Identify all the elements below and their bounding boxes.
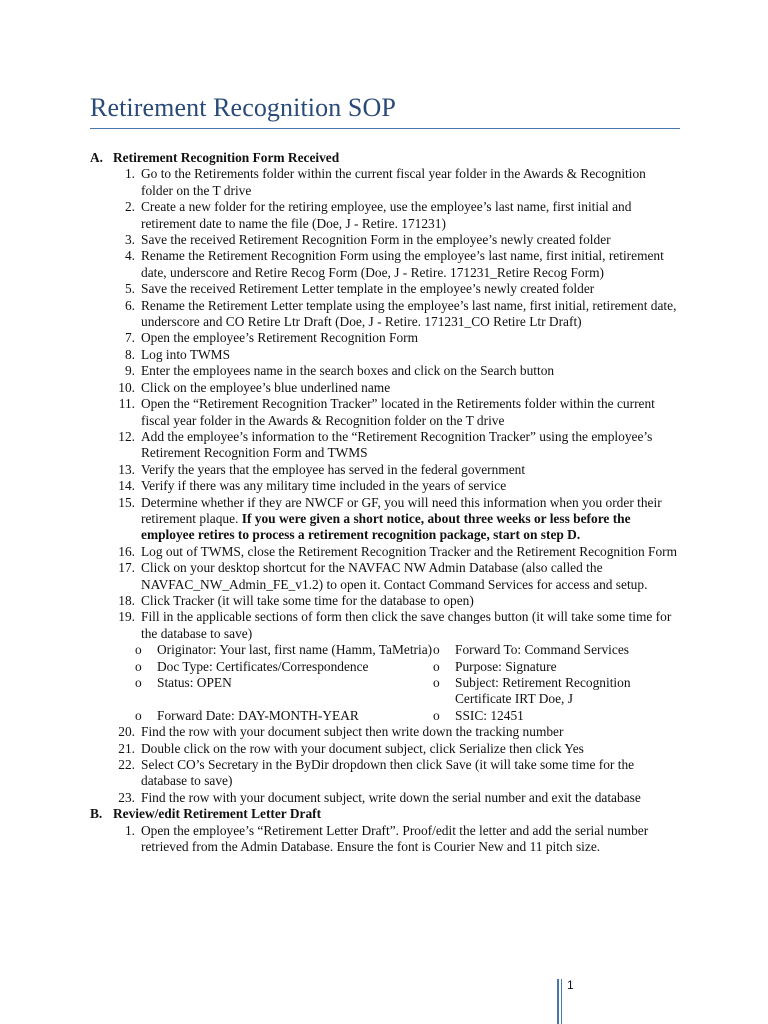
step-text: Double click on the row with your document subject, click Serialize then click Yes bbox=[141, 740, 584, 756]
step-text: Open the “Retirement Recognition Tracker” located in the Retirements folder within the current fiscal year folder in the Awards & Recognition folder on the T drive bbox=[141, 396, 655, 428]
form-field-text: SSIC: 12451 bbox=[455, 707, 524, 723]
list-item bbox=[90, 544, 680, 560]
list-item bbox=[90, 232, 680, 248]
bullet-icon: o bbox=[135, 658, 142, 674]
form-field-item bbox=[433, 708, 680, 724]
list-item bbox=[90, 281, 680, 297]
step-number: 15. bbox=[118, 494, 135, 510]
footer-rule bbox=[557, 979, 559, 1024]
step-text: Click on your desktop shortcut for the NAVFAC NW Admin Database (also called the NAVFAC_NW_Admin_FE_v1.2) to open it. Contact Command Services for access and setup. bbox=[141, 560, 648, 592]
bullet-icon: o bbox=[433, 707, 440, 723]
step-text: Verify the years that the employee has served in the federal government bbox=[141, 461, 526, 477]
step-text: Open the employee’s “Retirement Letter Draft”. Proof/edit the letter and add the serial number retrieved from the Admin Database. Ensure the font is Courier New and 11 pitch size. bbox=[141, 822, 649, 855]
step-text: Create a new folder for the retiring employee, use the employee’s last name, first initial and retirement date to name the file (Doe, J - Retire. 171231) bbox=[141, 199, 632, 231]
step-text: Add the employee’s information to the “Retirement Recognition Tracker” using the employee’s Retirement Recognition Form and TWMS bbox=[141, 428, 653, 461]
list-item bbox=[90, 330, 680, 346]
list-item bbox=[90, 199, 680, 232]
step-text: Log into TWMS bbox=[141, 346, 231, 362]
list-item bbox=[90, 396, 680, 429]
list-item bbox=[90, 248, 680, 281]
step-number: 17. bbox=[118, 560, 135, 576]
step-number: 20. bbox=[118, 724, 135, 740]
step-text: Enter the employees name in the search boxes and click on the Search button bbox=[141, 363, 555, 379]
list-item bbox=[90, 495, 680, 544]
step-number: 16. bbox=[118, 543, 135, 559]
step-text: Select CO’s Secretary in the ByDir dropdown then click Save (it will take some time for the database to save) bbox=[141, 757, 635, 789]
list-item bbox=[90, 166, 680, 199]
step-text: Save the received Retirement Letter template in the employee’s newly created folder bbox=[141, 281, 595, 297]
step-text: Log out of TWMS, close the Retirement Recognition Tracker and the Retirement Recognition Form bbox=[141, 543, 678, 559]
list-item bbox=[90, 609, 680, 642]
step15-note: If you were given a short notice, about three weeks or less before the employee retires to process a retirement recognition package, start on step D. bbox=[141, 510, 631, 543]
list-item bbox=[90, 478, 680, 494]
step-number: 1. bbox=[124, 822, 135, 838]
section-a-steps bbox=[90, 166, 680, 494]
step-text: Rename the Retirement Recognition Form using the employee’s last name, first initial, retirement date, underscore and Retire Recog Form (Doe, J - Retire. 171231_Retire Recog Form) bbox=[141, 248, 664, 280]
section-a-heading bbox=[90, 150, 680, 166]
document-body bbox=[90, 150, 680, 855]
list-item bbox=[90, 363, 680, 379]
step-number: 4. bbox=[124, 248, 135, 264]
step-number: 8. bbox=[124, 346, 135, 362]
list-item bbox=[90, 462, 680, 478]
step-number: 5. bbox=[124, 281, 135, 297]
form-field-text: Forward To: Command Services bbox=[455, 642, 629, 658]
bullet-icon: o bbox=[135, 675, 142, 690]
list-item bbox=[90, 741, 680, 757]
list-item bbox=[90, 347, 680, 363]
step-number: 3. bbox=[124, 232, 135, 248]
form-field-text: Subject: Retirement Recognition Certificate IRT Doe, J bbox=[455, 675, 631, 707]
step-number: 13. bbox=[118, 461, 135, 477]
step-number: 9. bbox=[124, 363, 135, 379]
form-field-text: Purpose: Signature bbox=[455, 658, 557, 674]
step-text: Verify if there was any military time included in the years of service bbox=[141, 478, 507, 494]
form-field-item bbox=[135, 659, 433, 675]
form-field-item bbox=[433, 642, 680, 658]
step-text: Open the employee’s Retirement Recognition Form bbox=[141, 330, 419, 346]
step-number: 1. bbox=[124, 166, 135, 182]
section-title: Review/edit Retirement Letter Draft bbox=[113, 806, 322, 822]
list-item bbox=[90, 790, 680, 806]
bullet-icon: o bbox=[135, 707, 142, 723]
section-b-heading bbox=[90, 806, 680, 822]
list-item bbox=[90, 380, 680, 396]
form-field-item bbox=[135, 675, 433, 708]
step-number: 23. bbox=[118, 789, 135, 805]
section-b-steps bbox=[90, 823, 680, 856]
step-number: 6. bbox=[124, 297, 135, 313]
step15-text: Determine whether if they are NWCF or GF, you will need this information when you order their retirement plaque. bbox=[141, 494, 662, 526]
list-item bbox=[90, 593, 680, 609]
form-field-item bbox=[433, 659, 680, 675]
step-text: Rename the Retirement Letter template using the employee’s last name, first initial, retirement date, underscore and CO Retire Ltr Draft (Doe, J - Retire. 171231_CO Retire Ltr Draft) bbox=[141, 297, 677, 330]
step-number: 18. bbox=[118, 592, 135, 608]
form-field-item bbox=[135, 642, 433, 658]
footer-rule-thin bbox=[561, 979, 562, 1024]
step-text: Click on the employee’s blue underlined name bbox=[141, 379, 391, 395]
form-field-text: Originator: Your last, first name (Hamm, TaMetria) bbox=[157, 642, 433, 658]
bullet-icon: o bbox=[433, 658, 440, 674]
section-a-steps-cont bbox=[90, 544, 680, 642]
step-number: 10. bbox=[118, 379, 135, 395]
bullet-icon: o bbox=[433, 675, 440, 690]
page-number: 1 bbox=[567, 978, 574, 992]
section-label: B. bbox=[90, 806, 103, 822]
form-field-text: Forward Date: DAY-MONTH-YEAR bbox=[157, 707, 359, 723]
section-a-steps-end bbox=[90, 724, 680, 806]
step-number: 7. bbox=[124, 330, 135, 346]
list-item bbox=[90, 560, 680, 593]
step-text: Go to the Retirements folder within the current fiscal year folder in the Awards & Recognition folder on the T drive bbox=[141, 166, 646, 198]
bullet-icon: o bbox=[135, 642, 142, 658]
list-item bbox=[90, 298, 680, 331]
step-number: 12. bbox=[118, 428, 135, 444]
form-field-item bbox=[135, 708, 433, 724]
list-item bbox=[90, 429, 680, 462]
list-item bbox=[90, 724, 680, 740]
form-field-text: Doc Type: Certificates/Correspondence bbox=[157, 658, 369, 674]
step-number: 22. bbox=[118, 757, 135, 773]
step-text: Find the row with your document subject then write down the tracking number bbox=[141, 724, 564, 740]
form-field-list bbox=[135, 642, 680, 724]
title-rule bbox=[90, 128, 680, 129]
bullet-icon: o bbox=[433, 642, 440, 658]
step-text: Click Tracker (it will take some time for the database to open) bbox=[141, 592, 474, 608]
step-text: Find the row with your document subject, write down the serial number and exit the database bbox=[141, 789, 641, 805]
list-item bbox=[90, 823, 680, 856]
step-number: 14. bbox=[118, 478, 135, 494]
list-item bbox=[90, 757, 680, 790]
step-text: Save the received Retirement Recognition Form in the employee’s newly created folder bbox=[141, 232, 611, 248]
step-number: 11. bbox=[118, 396, 135, 412]
step-text bbox=[135, 495, 680, 544]
section-label: A. bbox=[90, 150, 104, 165]
step-number: 2. bbox=[124, 199, 135, 215]
form-field-text: Status: OPEN bbox=[157, 675, 232, 690]
step-text: Fill in the applicable sections of form then click the save changes button (it will take some time for the database to save) bbox=[141, 609, 672, 641]
form-field-item bbox=[433, 675, 680, 708]
step-number: 21. bbox=[118, 740, 135, 756]
document-title: Retirement Recognition SOP bbox=[90, 93, 396, 122]
step-number: 19. bbox=[118, 609, 135, 625]
section-title: Retirement Recognition Form Received bbox=[113, 150, 340, 165]
